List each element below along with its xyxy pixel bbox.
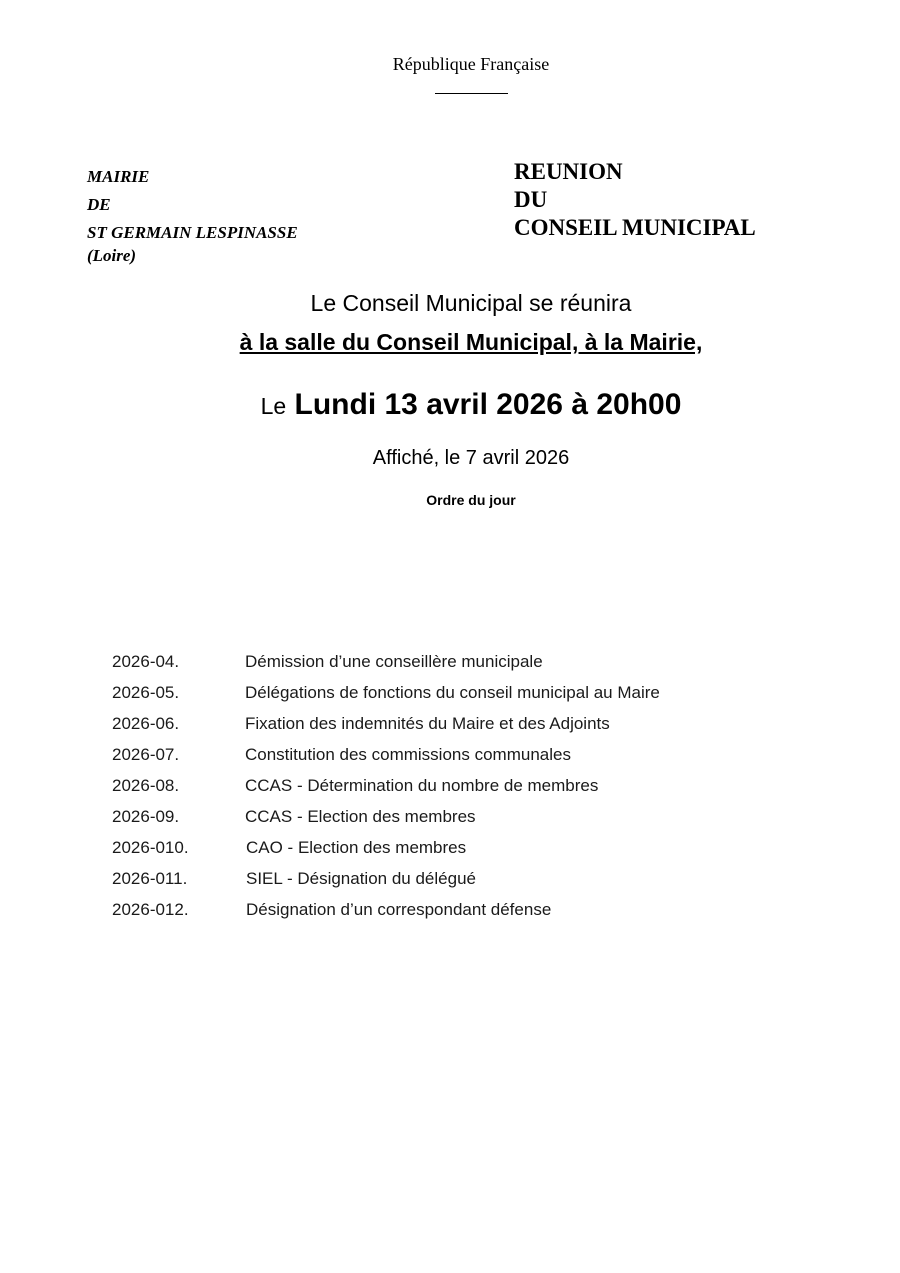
posted-date: Affiché, le 7 avril 2026 — [372, 447, 570, 469]
meeting-title-line-3: CONSEIL MUNICIPAL — [514, 215, 756, 240]
notice-venue: à la salle du Conseil Municipal, à la Mairie, — [239, 329, 703, 355]
meeting-title-line-1: REUNION — [514, 159, 623, 184]
agenda-item-number: 2026-09. — [112, 807, 180, 826]
agenda-item-number: 2026-08. — [112, 776, 180, 795]
agenda-item-number: 2026-010. — [112, 838, 189, 857]
agenda-item-title: Démission d’une conseillère municipale — [245, 652, 543, 671]
issuer-line-department: (Loire) — [87, 246, 137, 265]
meeting-date: Lundi 13 avril 2026 à 20h00 — [294, 388, 682, 421]
agenda-item-title: Fixation des indemnités du Maire et des Adjoints — [245, 714, 610, 733]
agenda-item-number: 2026-04. — [112, 652, 180, 671]
agenda-item-number: 2026-07. — [112, 745, 180, 764]
meeting-title-block — [514, 158, 756, 242]
meeting-date-line — [0, 388, 900, 422]
heading-divider — [435, 93, 508, 94]
agenda-item-number: 2026-05. — [112, 683, 180, 702]
agenda-item-title: Désignation d’un correspondant défense — [246, 900, 552, 919]
agenda-item-number: 2026-06. — [112, 714, 180, 733]
agenda-heading: Ordre du jour — [426, 492, 516, 508]
republic-heading: République Française — [392, 54, 550, 74]
issuer-line-de: DE — [87, 195, 111, 214]
meeting-title-line-2: DU — [514, 187, 548, 212]
agenda-item-title: Constitution des commissions communales — [245, 745, 571, 764]
agenda-item-title: SIEL - Désignation du délégué — [246, 869, 476, 888]
agenda-item-title: CCAS - Election des membres — [245, 807, 476, 826]
issuer-line-mairie: MAIRIE — [87, 167, 150, 186]
agenda-item-title: CCAS - Détermination du nombre de membres — [245, 776, 599, 795]
agenda-item-title: CAO - Election des membres — [246, 838, 467, 857]
date-prefix: Le — [260, 393, 287, 419]
agenda-item-title: Délégations de fonctions du conseil municipal au Maire — [245, 683, 660, 702]
notice-intro: Le Conseil Municipal se réunira — [310, 290, 632, 316]
agenda-item-number: 2026-011. — [112, 869, 188, 888]
issuer-line-commune: ST GERMAIN LESPINASSE — [87, 223, 298, 242]
agenda-item-number: 2026-012. — [112, 900, 189, 919]
issuer-block — [87, 163, 298, 264]
